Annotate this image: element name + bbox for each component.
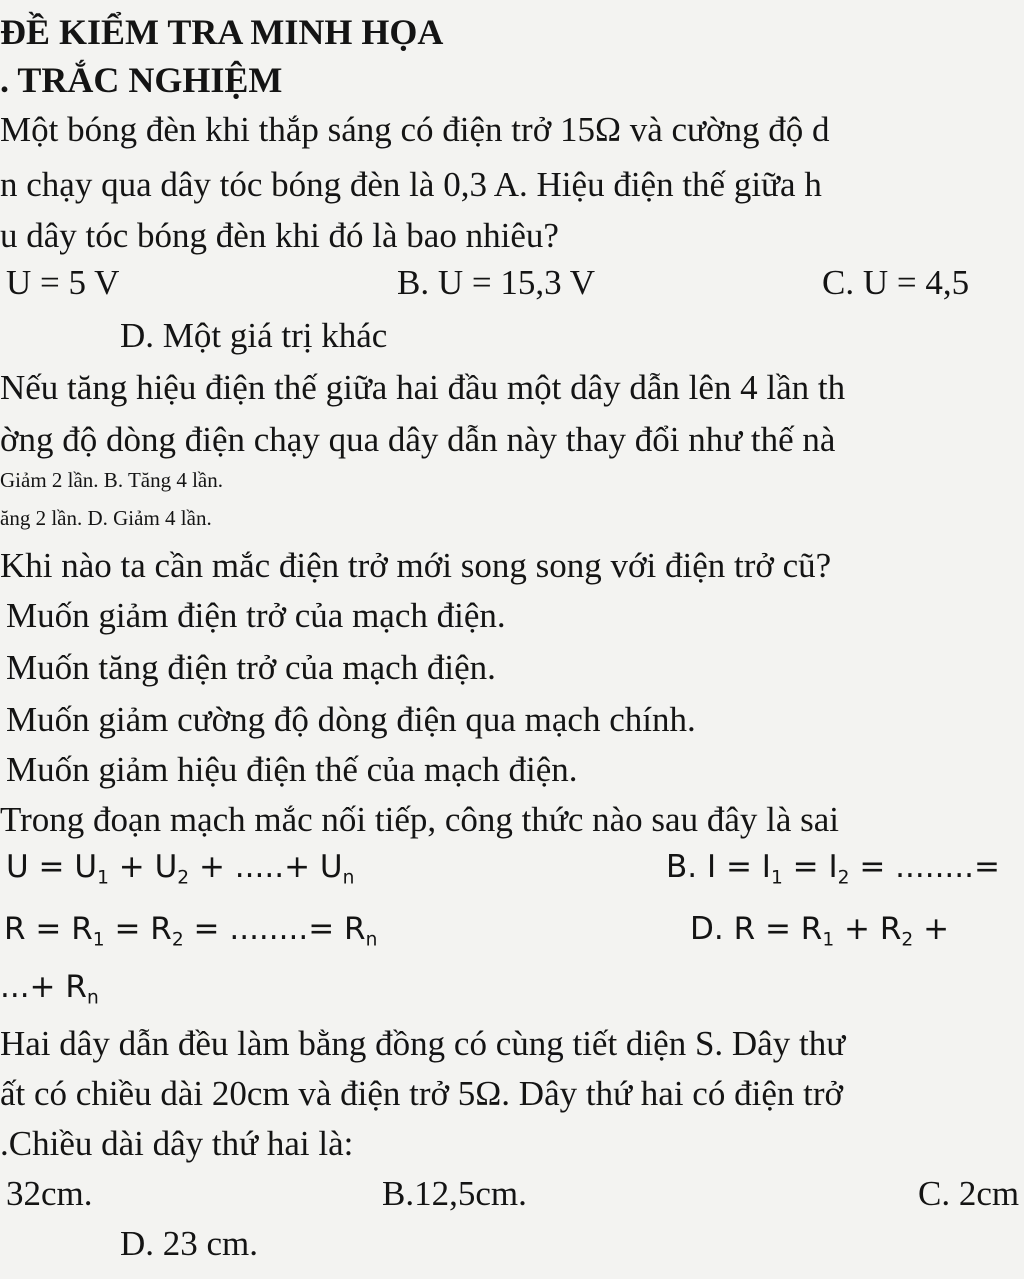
q5-option-c: C. 2cm: [918, 1174, 1020, 1213]
q3-text-line-1: Khi nào ta cần mắc điện trở mới song song với điện trở cũ?: [0, 546, 832, 585]
q5-text-line-2: ất có chiều dài 20cm và điện trở 5Ω. Dây thứ hai có điện trở: [0, 1074, 843, 1113]
q1-option-c: C. U = 4,5: [822, 263, 970, 302]
q3-option-a: Muốn giảm điện trở của mạch điện.: [6, 596, 506, 635]
q5-option-a: 32cm.: [6, 1174, 93, 1213]
section-heading: . TRẮC NGHIỆM: [0, 60, 283, 100]
q2-options-line-2: ăng 2 lần. D. Giảm 4 lần.: [0, 506, 212, 530]
q1-text-line-3: u dây tóc bóng đèn khi đó là bao nhiêu?: [0, 216, 559, 255]
page-title: ĐỀ KIỂM TRA MINH HỌA: [0, 12, 444, 52]
q4-option-d: D. $R = R_1 + R_2$ +: [690, 911, 950, 951]
q4-option-b: B. $I = I_1 = I_2$ = ........=: [666, 849, 1000, 889]
q1-option-d: D. Một giá trị khác: [120, 316, 388, 355]
q5-option-d: D. 23 cm.: [120, 1224, 259, 1263]
q4-option-d-continued: ...+ $R_n$: [0, 969, 99, 1009]
q5-option-b: B.12,5cm.: [382, 1174, 527, 1213]
q2-text-line-1: Nếu tăng hiệu điện thế giữa hai đầu một dây dẫn lên 4 lần th: [0, 368, 846, 407]
q5-text-line-1: Hai dây dẫn đều làm bằng đồng có cùng tiết diện S. Dây thư: [0, 1024, 846, 1063]
q1-option-a: U = 5 V: [6, 263, 120, 302]
q4-text-line-1: Trong đoạn mạch mắc nối tiếp, công thức nào sau đây là sai: [0, 800, 840, 839]
q3-option-d: Muốn giảm hiệu điện thế của mạch điện.: [6, 750, 578, 789]
q1-option-b: B. U = 15,3 V: [397, 263, 596, 302]
q3-option-b: Muốn tăng điện trở của mạch điện.: [6, 648, 496, 687]
q3-option-c: Muốn giảm cường độ dòng điện qua mạch chính.: [6, 700, 696, 739]
q2-options-line-1: Giảm 2 lần. B. Tăng 4 lần.: [0, 468, 223, 492]
q4-option-c: $R = R_1 = R_2$ = ........= $R_n$: [4, 911, 378, 951]
q1-text-line-1: Một bóng đèn khi thắp sáng có điện trở 15Ω và cường độ d: [0, 110, 830, 149]
q2-text-line-2: ờng độ dòng điện chạy qua dây dẫn này thay đổi như thế nà: [0, 420, 836, 459]
q4-option-a: $U = U_1 + U_2$ + .....+ $U_n$: [6, 849, 355, 889]
q1-text-line-2: n chạy qua dây tóc bóng đèn là 0,3 A. Hiệu điện thế giữa h: [0, 165, 822, 204]
q5-text-line-3: .Chiều dài dây thứ hai là:: [0, 1124, 354, 1163]
